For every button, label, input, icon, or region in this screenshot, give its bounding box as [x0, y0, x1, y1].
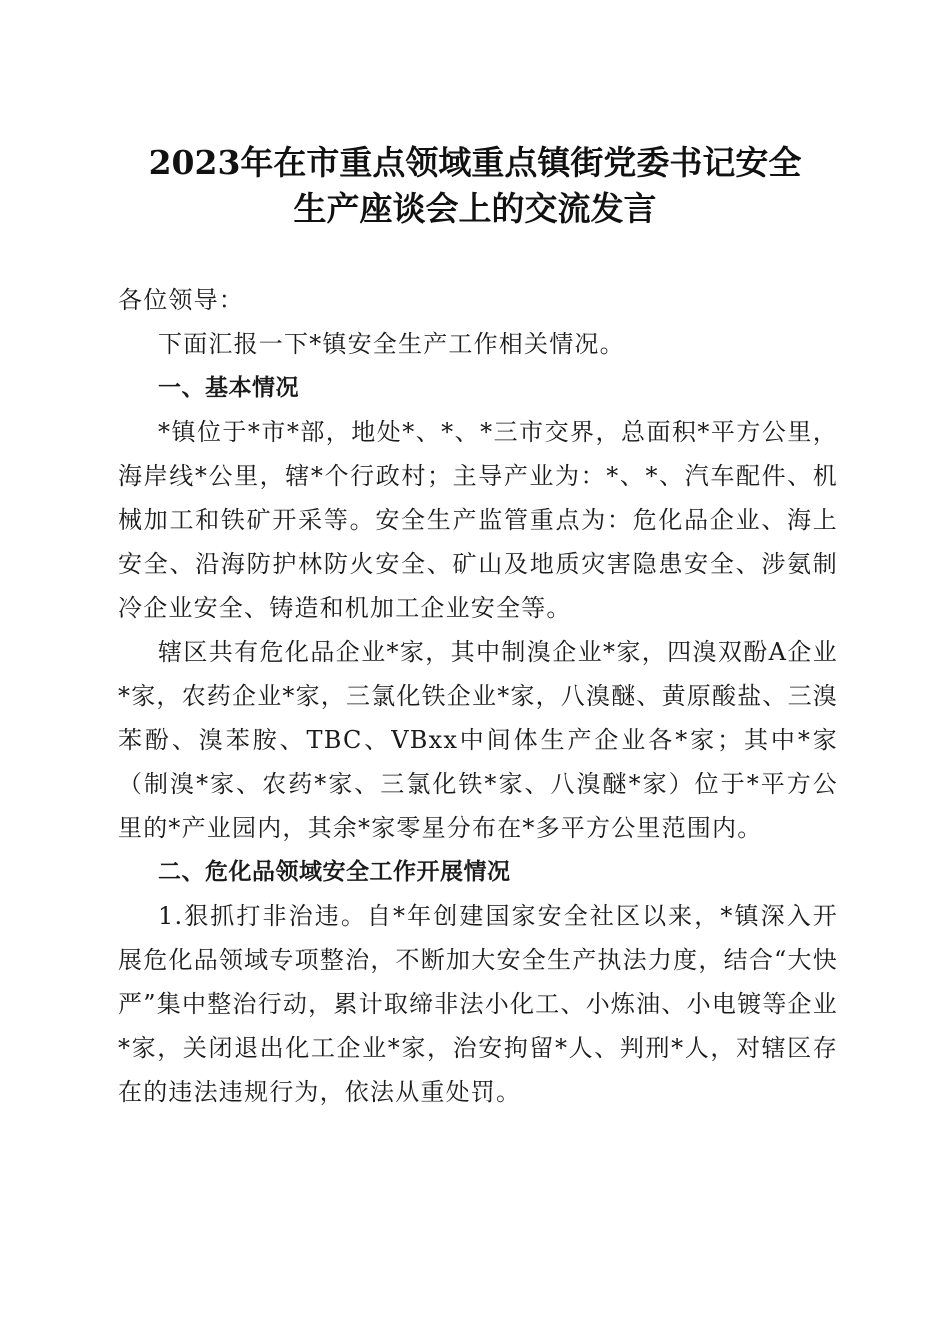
document-body — [118, 278, 838, 1114]
section-1-paragraph-1: *镇位于*市*部，地处*、*、*三市交界，总面积*平方公里，海岸线*公里，辖*个行政村；主导产业为：*、*、汽车配件、机械加工和铁矿开采等。安全生产监管重点为：危化品企业、海上安全、沿海防护林防火安全、矿山及地质灾害隐患安全、涉氨制冷企业安全、铸造和机加工企业安全等。 — [118, 418, 838, 622]
section-1-heading: 一、基本情况 — [158, 375, 299, 401]
document-title — [100, 140, 850, 232]
section-2-heading: 二、危化品领域安全工作开展情况 — [158, 859, 511, 885]
salutation: 各位领导： — [118, 286, 244, 314]
intro-paragraph: 下面汇报一下*镇安全生产工作相关情况。 — [158, 330, 625, 358]
section-2-paragraph-1: 1.狠抓打非治违。自*年创建国家安全社区以来，*镇深入开展危化品领域专项整治，不断加大安全生产执法力度，结合“大快严”集中整治行动，累计取缔非法小化工、小炼油、小电镀等企业*家，关闭退出化工企业*家，治安拘留*人、判刑*人，对辖区存在的违法违规行为，依法从重处罚。 — [118, 902, 838, 1106]
title-line-2: 生产座谈会上的交流发言 — [293, 189, 657, 228]
section-1-paragraph-2: 辖区共有危化品企业*家，其中制溴企业*家，四溴双酚A企业*家，农药企业*家，三氯化铁企业*家，八溴醚、黄原酸盐、三溴苯酚、溴苯胺、TBC、VBxx中间体生产企业各*家；其中*家（制溴*家、农药*家、三氯化铁*家、八溴醚*家）位于*平方公里的*产业园内，其余*家零星分布在*多平方公里范围内。 — [118, 638, 838, 842]
title-line-1: 2023年在市重点领域重点镇街党委书记安全 — [148, 143, 802, 182]
